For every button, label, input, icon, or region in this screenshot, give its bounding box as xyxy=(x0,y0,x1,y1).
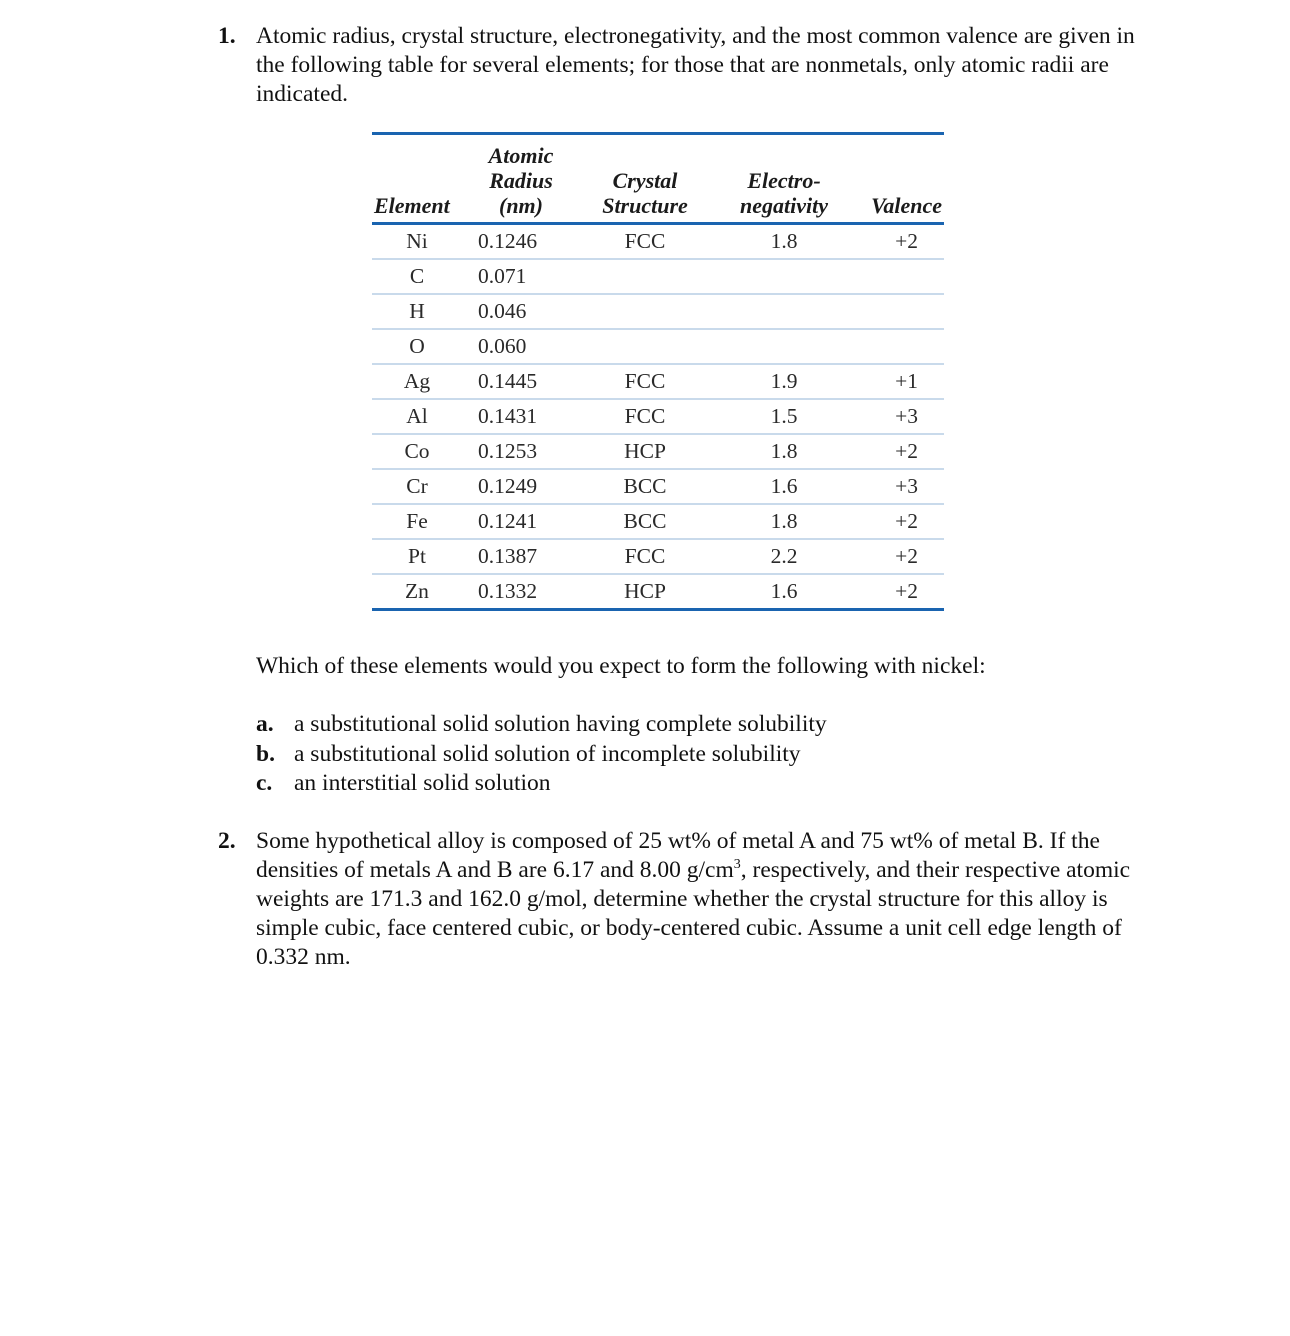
cell-atomic-radius: 0.1241 xyxy=(472,504,590,539)
choice-text: an interstitial solid solution xyxy=(294,770,551,796)
cell-atomic-radius: 0.1332 xyxy=(472,574,590,610)
table-row xyxy=(372,294,944,329)
header-element: Element xyxy=(372,134,472,224)
cell-atomic-radius: 0.060 xyxy=(472,329,590,364)
cell-electronegativity: 1.9 xyxy=(700,364,868,399)
cell-atomic-radius: 0.1249 xyxy=(472,469,590,504)
cell-element: Co xyxy=(372,434,472,469)
cell-valence: +2 xyxy=(868,574,944,610)
table-row xyxy=(372,399,944,434)
cell-crystal-structure: FCC xyxy=(590,399,700,434)
cell-element: Ag xyxy=(372,364,472,399)
problem-1-intro: Atomic radius, crystal structure, electronegativity, and the most common valence are given in the following table for several elements; for those that are nonmetals, only atomic radii are indicated. xyxy=(256,23,1135,107)
choice-letter: a. xyxy=(256,711,274,737)
cell-valence xyxy=(868,329,944,364)
cell-electronegativity: 1.8 xyxy=(700,504,868,539)
cell-atomic-radius: 0.046 xyxy=(472,294,590,329)
cell-element: Al xyxy=(372,399,472,434)
cell-valence: +1 xyxy=(868,364,944,399)
header-atomic-radius: Atomic Radius (nm) xyxy=(472,134,590,224)
cell-atomic-radius: 0.071 xyxy=(472,259,590,294)
problem-number: 2. xyxy=(218,828,236,854)
cell-electronegativity: 1.8 xyxy=(700,224,868,260)
cell-crystal-structure: HCP xyxy=(590,434,700,469)
cell-element: C xyxy=(372,259,472,294)
cell-electronegativity: 1.6 xyxy=(700,574,868,610)
cell-valence: +2 xyxy=(868,434,944,469)
cell-valence: +2 xyxy=(868,539,944,574)
problem-2-text-part-1: Some hypothetical alloy is composed of 25 wt% of metal A and 75 wt% of metal B. If the densities of metals A and B are 6.17 and 8.00 g/cm xyxy=(256,828,1100,883)
cell-electronegativity: 1.6 xyxy=(700,469,868,504)
problem-number: 1. xyxy=(218,23,236,49)
table-row xyxy=(372,364,944,399)
cell-crystal-structure: BCC xyxy=(590,469,700,504)
cell-crystal-structure xyxy=(590,294,700,329)
table-body xyxy=(372,224,944,610)
problem-1 xyxy=(218,22,1138,109)
table-row xyxy=(372,434,944,469)
cell-crystal-structure: BCC xyxy=(590,504,700,539)
cell-valence: +3 xyxy=(868,469,944,504)
cell-crystal-structure: FCC xyxy=(590,224,700,260)
cell-element: Fe xyxy=(372,504,472,539)
cell-atomic-radius: 0.1253 xyxy=(472,434,590,469)
cell-electronegativity xyxy=(700,294,868,329)
problem-2-text xyxy=(256,827,1138,972)
problem-2-text-part-2: , respectively, and their respective atomic weights are 171.3 and 162.0 g/mol, determine whether the crystal structure for this alloy is simple cubic, face centered cubic, or body-centered cubic. Assume a unit cell edge length of 0.332 nm. xyxy=(256,857,1131,970)
table-row xyxy=(372,224,944,260)
cell-valence: +2 xyxy=(868,224,944,260)
question-text: Which of these elements would you expect to form the following with nickel: xyxy=(256,653,986,679)
cell-electronegativity xyxy=(700,259,868,294)
choice-text: a substitutional solid solution having complete solubility xyxy=(294,711,827,737)
superscript-3: 3 xyxy=(733,857,741,872)
header-valence: Valence xyxy=(868,134,944,224)
cell-atomic-radius: 0.1387 xyxy=(472,539,590,574)
cell-element: Pt xyxy=(372,539,472,574)
table-row xyxy=(372,504,944,539)
cell-electronegativity: 1.5 xyxy=(700,399,868,434)
table-row xyxy=(372,259,944,294)
choice-letter: b. xyxy=(256,740,275,767)
cell-crystal-structure: FCC xyxy=(590,539,700,574)
cell-crystal-structure: HCP xyxy=(590,574,700,610)
table-row xyxy=(372,329,944,364)
cell-atomic-radius: 0.1431 xyxy=(472,399,590,434)
cell-valence xyxy=(868,294,944,329)
cell-electronegativity xyxy=(700,329,868,364)
choice-letter: c. xyxy=(256,770,273,796)
cell-electronegativity: 1.8 xyxy=(700,434,868,469)
element-properties-table xyxy=(372,132,944,611)
table-header-row xyxy=(372,134,944,224)
cell-valence xyxy=(868,259,944,294)
cell-valence: +2 xyxy=(868,504,944,539)
table-row xyxy=(372,469,944,504)
cell-atomic-radius: 0.1445 xyxy=(472,364,590,399)
cell-crystal-structure: FCC xyxy=(590,364,700,399)
cell-valence: +3 xyxy=(868,399,944,434)
cell-element: Ni xyxy=(372,224,472,260)
cell-element: O xyxy=(372,329,472,364)
cell-crystal-structure xyxy=(590,329,700,364)
cell-element: H xyxy=(372,294,472,329)
cell-element: Zn xyxy=(372,574,472,610)
problem-2 xyxy=(218,827,1138,972)
header-crystal-structure: Crystal Structure xyxy=(590,134,700,224)
cell-crystal-structure xyxy=(590,259,700,294)
cell-element: Cr xyxy=(372,469,472,504)
table-row xyxy=(372,574,944,610)
cell-electronegativity: 2.2 xyxy=(700,539,868,574)
cell-atomic-radius: 0.1246 xyxy=(472,224,590,260)
choice-text: a substitutional solid solution of incomplete solubility xyxy=(294,740,801,767)
header-electronegativity: Electro- negativity xyxy=(700,134,868,224)
table-row xyxy=(372,539,944,574)
